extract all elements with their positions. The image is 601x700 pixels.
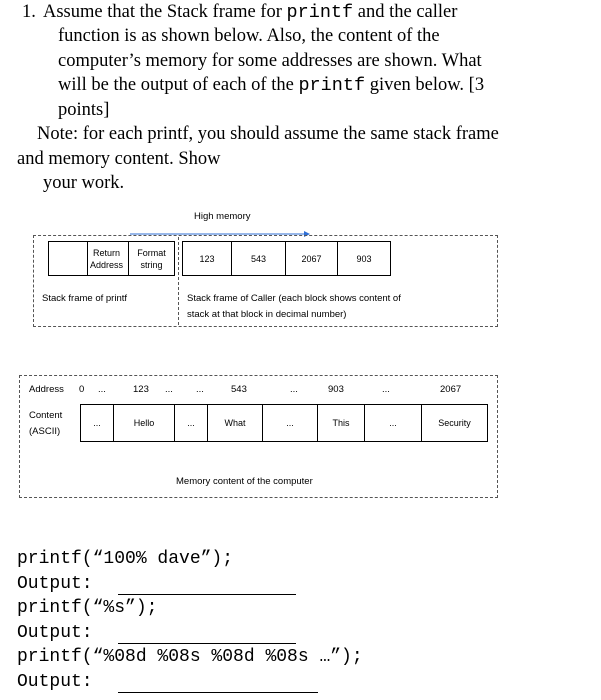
address-903: 903 <box>328 384 344 395</box>
question-line-2: function is as shown below. Also, the content of the <box>58 26 440 46</box>
question-line-4b: given below. [3 <box>365 75 485 95</box>
format-line-2: string <box>140 259 163 270</box>
memory-cell-hello: Hello <box>114 404 175 442</box>
stack-frame-caller-label-1: Stack frame of Caller (each block shows content of <box>187 293 401 304</box>
stack-cell-return-address <box>48 241 88 276</box>
return-line-1: Return <box>92 247 120 258</box>
memory-cell-this: This <box>318 404 365 442</box>
stack-cell-format-string <box>129 241 175 276</box>
question-line-4 <box>58 73 484 99</box>
stack-cell-903: 903 <box>338 241 391 276</box>
address-543: 543 <box>231 384 247 395</box>
content-label-2: (ASCII) <box>29 426 61 437</box>
memory-cell-ellipsis-2: ... <box>175 404 208 442</box>
code-printf-2: printf <box>298 75 366 96</box>
address-ellipsis-2: ... <box>165 384 173 395</box>
code-stmt-1: printf(“100% dave”); <box>17 549 234 569</box>
stack-frame-divider <box>178 237 179 325</box>
output-label-1: Output: <box>17 574 93 594</box>
note-line-2: and memory content. Show <box>17 149 221 169</box>
stack-frame-caller-label-2: stack at that block in decimal number) <box>187 309 347 320</box>
address-ellipsis-3: ... <box>196 384 204 395</box>
code-stmt-3: printf(“%08d %08s %08d %08s …”); <box>17 647 363 667</box>
answer-blank-3[interactable] <box>118 692 318 693</box>
high-memory-label: High memory <box>194 211 251 222</box>
output-label-2: Output: <box>17 623 93 643</box>
stack-cell-543: 543 <box>232 241 286 276</box>
address-ellipsis-1: ... <box>98 384 106 395</box>
answer-blank-2[interactable] <box>118 643 296 644</box>
output-label-3: Output: <box>17 672 93 692</box>
content-label-1: Content <box>29 410 63 421</box>
memory-cell-ellipsis-4: ... <box>365 404 422 442</box>
question-line-3: computer’s memory for some addresses are shown. What <box>58 51 482 71</box>
question-line-1a: Assume that the Stack frame for <box>43 2 287 22</box>
return-line-2: Address <box>89 259 124 270</box>
answer-blank-1[interactable] <box>118 594 296 595</box>
address-0: 0 <box>79 384 85 395</box>
stack-frame-printf-label: Stack frame of printf <box>42 293 128 304</box>
memory-cell-what: What <box>208 404 263 442</box>
code-stmt-2: printf(“%s”); <box>17 598 158 618</box>
question-line-1 <box>43 0 457 26</box>
stack-cell-2067: 2067 <box>286 241 338 276</box>
question-line-1b: and the caller <box>353 2 458 22</box>
memory-cell-ellipsis-1: ... <box>80 404 114 442</box>
format-line-1: Format <box>137 247 166 258</box>
stack-cell-return-label <box>85 241 129 276</box>
high-memory-arrow <box>130 224 310 230</box>
address-ellipsis-4: ... <box>290 384 298 395</box>
address-2067: 2067 <box>440 384 462 395</box>
question-line-5: points] <box>58 100 110 120</box>
address-123: 123 <box>133 384 149 395</box>
address-label: Address <box>29 384 64 395</box>
stack-cell-123: 123 <box>182 241 232 276</box>
question-line-4a: will be the output of each of the <box>58 75 299 95</box>
memory-caption: Memory content of the computer <box>176 476 313 487</box>
note-line-3: your work. <box>43 173 125 193</box>
memory-cell-security: Security <box>422 404 488 442</box>
note-line-1: Note: for each printf, you should assume the same stack frame <box>37 124 499 144</box>
memory-cell-ellipsis-3: ... <box>263 404 318 442</box>
address-ellipsis-5: ... <box>382 384 390 395</box>
question-number: 1. <box>22 2 36 22</box>
code-printf-1: printf <box>286 2 354 23</box>
